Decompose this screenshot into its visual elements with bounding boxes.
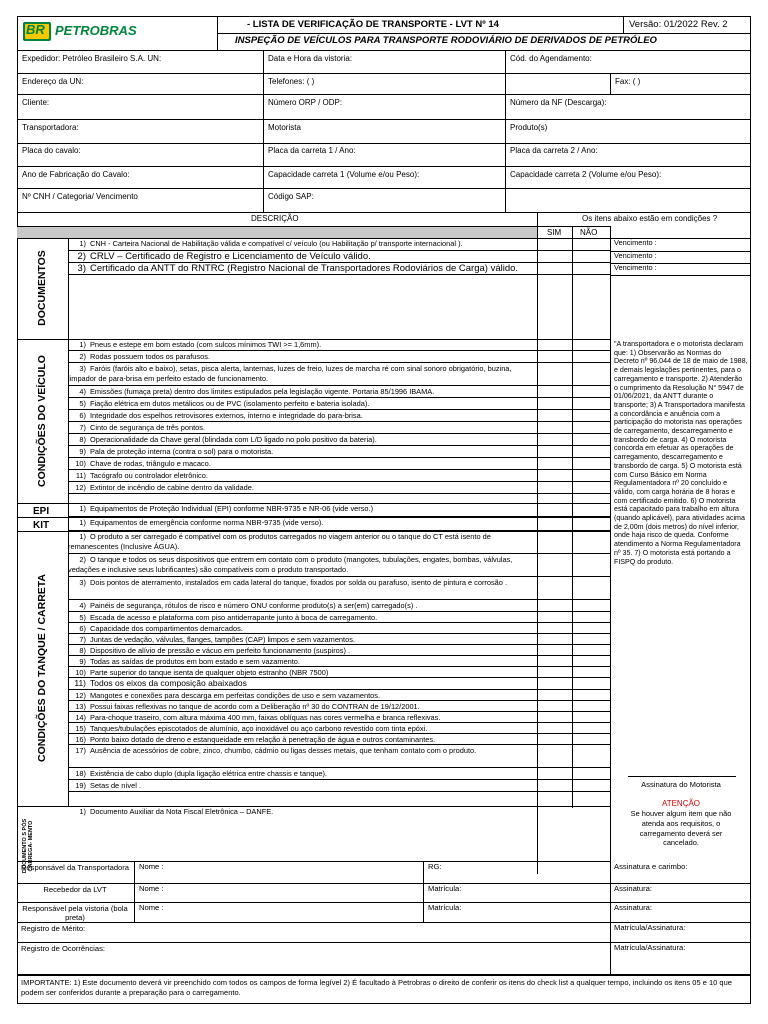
checklist-row bbox=[68, 634, 610, 645]
item-number: 6) bbox=[79, 624, 86, 633]
checkbox-sim[interactable] bbox=[537, 351, 572, 363]
checklist-item-text bbox=[68, 264, 533, 274]
checklist-row bbox=[68, 667, 610, 678]
signature-role: Registro de Ocorrências: bbox=[21, 944, 105, 953]
item-number: 1) bbox=[79, 518, 86, 527]
checklist-row bbox=[68, 238, 610, 251]
item-number: 5) bbox=[79, 613, 86, 622]
field-telefones[interactable]: Telefones: ( ) bbox=[268, 77, 315, 86]
petrobras-logo bbox=[23, 20, 173, 48]
item-number: 2) bbox=[79, 352, 86, 361]
checkbox-sim[interactable] bbox=[537, 363, 572, 386]
checklist-row bbox=[68, 656, 610, 667]
item-description: Setas de nível . bbox=[90, 781, 141, 790]
signature-id-field[interactable]: RG: bbox=[428, 862, 442, 871]
field-endereco[interactable]: Endereço da UN: bbox=[22, 77, 84, 86]
field-data-hora[interactable]: Data e Hora da vistoria: bbox=[268, 54, 353, 63]
item-description: Ausência de acessórios de cobre, zinco, chumbo, cádmio ou ligas desses metais, que tenham contato com o produto. bbox=[90, 746, 477, 755]
checkbox-sim[interactable] bbox=[537, 238, 572, 251]
item-number: 1) bbox=[79, 532, 86, 541]
checklist-row bbox=[68, 386, 610, 398]
checkbox-sim[interactable] bbox=[537, 623, 572, 634]
field-cliente[interactable]: Cliente: bbox=[22, 98, 50, 107]
item-description: Certificado da ANTT do RNTRC (Registro Nacional de Transportadores Rodoviários de Carga) válido. bbox=[90, 263, 519, 274]
checklist-item-text bbox=[68, 657, 533, 667]
signature-id-field[interactable]: Matrícula: bbox=[428, 884, 462, 893]
checklist-item-text bbox=[68, 781, 533, 791]
checkbox-nao[interactable] bbox=[572, 351, 610, 363]
checkbox-sim[interactable] bbox=[537, 667, 572, 678]
checkbox-nao[interactable] bbox=[572, 398, 610, 410]
item-description: Capacidade dos compartimentos demarcados. bbox=[90, 624, 243, 633]
checklist-row bbox=[68, 470, 610, 482]
signature-name-field[interactable]: Nome : bbox=[139, 862, 164, 871]
signature-sign-field[interactable]: Matrícula/Assinatura: bbox=[614, 923, 686, 932]
checkbox-sim[interactable] bbox=[537, 339, 572, 351]
checkbox-nao[interactable] bbox=[572, 690, 610, 701]
checkbox-nao[interactable] bbox=[572, 386, 610, 398]
checkbox-sim[interactable] bbox=[537, 745, 572, 768]
attention-text: Se houver algum item que não atenda aos requisitos, o carregamento deverá ser cancelado. bbox=[630, 809, 732, 848]
item-description: Cinto de segurança de três pontos. bbox=[90, 423, 206, 432]
item-description: O tanque e todos os seus dispositivos que entrem em contato com o produto (mangotes, tubulações, engates, bombas, válvulas, vedações e inclusive seus lubrificantes) são compatíveis com o produto transportado. bbox=[68, 555, 513, 574]
item-number: 1) bbox=[79, 504, 86, 513]
signature-role: Responsável pela vistoria (bola preta) bbox=[22, 904, 128, 922]
section-documentos: DOCUMENTOS bbox=[36, 250, 48, 326]
item-number: 18) bbox=[75, 769, 86, 778]
attention-title: ATENÇÃO bbox=[661, 799, 701, 808]
checkbox-sim[interactable] bbox=[537, 434, 572, 446]
checklist-item-text bbox=[68, 532, 533, 551]
declaration-text: "A transportadora e o motorista declaram que: 1) Observarão as Normas do Decreto nº 96.044 de 18 de maio de 1988, e demais legislações pertinentes, para o carregamento e transporte. 2) Atenderão o cumprimento da Resolução N° 5947 de 01/06/2021, da ANTT durante o transporte; 3) A Transportadora manifesta a concordância e anuência com a participação do motorista nas operações de carregamento, descarregamento e transbordo de carga. 4) O motorista concorda em efetuar as operações de carregamento, descarregamento e transbordo de carga. 5) O motorista está com Curso Básico em Norma Regulamentadora nº 20 concluído e válido, com carga horária de 8 horas e com certificado emitido. 6) O motorista está capacitado para trabalho em altura (quando aplicável), para atividades acima de 2,00m (dois metros) do nível inferior, onde haja risco de queda. Conforme atendimento a Norma Regulamentadora nº 35. 7) O motorista está portando a FISPQ do produto. bbox=[614, 340, 748, 566]
vencimento-column bbox=[610, 238, 751, 298]
signature-block bbox=[17, 861, 751, 976]
checklist-item-text bbox=[68, 635, 533, 645]
item-number: 1) bbox=[79, 807, 86, 816]
field-numero-orp[interactable]: Número ORP / ODP: bbox=[268, 98, 343, 107]
checkbox-sim[interactable] bbox=[537, 410, 572, 422]
item-description: Rodas possuem todos os parafusos. bbox=[90, 352, 210, 361]
checkbox-sim[interactable] bbox=[537, 600, 572, 612]
item-number: 2) bbox=[77, 251, 86, 262]
checkbox-sim[interactable] bbox=[537, 470, 572, 482]
signature-sign-field[interactable]: Assinatura e carimbo: bbox=[614, 862, 688, 871]
item-description: Integridade dos espelhos retrovisores externos, interno e integridade do para-brisa. bbox=[90, 411, 363, 420]
checkbox-nao[interactable] bbox=[572, 410, 610, 422]
checkbox-nao[interactable] bbox=[572, 712, 610, 723]
checklist-row bbox=[68, 517, 610, 531]
checklist-item-text bbox=[68, 364, 533, 383]
checklist-item-text bbox=[68, 746, 533, 756]
signature-sign-field[interactable]: Assinatura: bbox=[614, 903, 652, 912]
item-description: Fiação elétrica em dutos metálicos ou de PVC (isolamento perfeito e bateria isolada). bbox=[90, 399, 370, 408]
driver-signature-label: Assinatura do Motorista bbox=[641, 780, 721, 789]
checkbox-sim[interactable] bbox=[537, 446, 572, 458]
vencimento-field[interactable]: Vencimento : bbox=[614, 238, 657, 247]
checklist-row bbox=[68, 458, 610, 470]
checkbox-sim[interactable] bbox=[537, 723, 572, 734]
checklist-row bbox=[68, 612, 610, 623]
checkbox-nao[interactable] bbox=[572, 470, 610, 482]
checkbox-nao[interactable] bbox=[572, 251, 610, 263]
checklist-item-text bbox=[68, 613, 533, 623]
item-number: 10) bbox=[75, 668, 86, 677]
vencimento-field[interactable]: Vencimento : bbox=[614, 251, 657, 260]
checklist-item-text bbox=[68, 624, 533, 634]
signature-role: Responsável da Transportadora bbox=[20, 863, 130, 872]
signature-sign-field[interactable]: Assinatura: bbox=[614, 884, 652, 893]
checkbox-nao[interactable] bbox=[572, 503, 610, 517]
checklist-row bbox=[68, 531, 610, 554]
checkbox-sim[interactable] bbox=[537, 634, 572, 645]
checklist-item-text bbox=[68, 423, 533, 433]
checklist-item-text bbox=[68, 601, 533, 611]
signature-role: Recebedor da LVT bbox=[43, 885, 107, 894]
item-description: Faróis (faróis alto e baixo), setas, pisca alerta, lanternas, luzes de freio, luzes de marcha ré com sinal sonoro obrigatório, buzina, limpador de para-brisa em perfeito estado de funcionamento. bbox=[68, 364, 512, 383]
checkbox-nao[interactable] bbox=[572, 517, 610, 531]
item-number: 1) bbox=[79, 239, 86, 248]
field-expedidor[interactable]: Expedidor: Petróleo Brasileiro S.A. UN: bbox=[22, 54, 162, 63]
checkbox-nao[interactable] bbox=[572, 623, 610, 634]
checkbox-nao[interactable] bbox=[572, 806, 610, 862]
item-number: 2) bbox=[79, 555, 86, 564]
checklist-item-text bbox=[68, 447, 533, 457]
item-description: Parte superior do tanque isenta de qualquer objeto estranho (NBR 7500) bbox=[90, 668, 329, 677]
checkbox-sim[interactable] bbox=[537, 645, 572, 656]
checklist-row bbox=[68, 780, 610, 792]
checkbox-nao[interactable] bbox=[572, 422, 610, 434]
field-produtos[interactable]: Produto(s) bbox=[510, 123, 548, 132]
checkbox-sim[interactable] bbox=[537, 517, 572, 531]
field-cod-agendamento[interactable]: Cód. do Agendamento: bbox=[510, 54, 592, 63]
item-number: 7) bbox=[79, 635, 86, 644]
field-placa-cavalo[interactable]: Placa do cavalo: bbox=[22, 146, 81, 155]
item-number: 10) bbox=[75, 459, 86, 468]
checklist-row bbox=[68, 410, 610, 422]
item-description: Escada de acesso e plataforma com piso antiderrapante junto à boca de carregamento. bbox=[90, 613, 378, 622]
item-description: Painéis de segurança, rótulos de risco e número ONU conforme produto(s) a ser(em) carregado(s) . bbox=[90, 601, 418, 610]
field-numero-nf[interactable]: Número da NF (Descarga): bbox=[510, 98, 607, 107]
checklist-row bbox=[68, 701, 610, 712]
checklist-row bbox=[68, 482, 610, 494]
checkbox-sim[interactable] bbox=[537, 690, 572, 701]
checklist-row bbox=[68, 422, 610, 434]
checklist-item-text bbox=[68, 239, 533, 249]
checkbox-nao[interactable] bbox=[572, 446, 610, 458]
item-number: 1) bbox=[79, 340, 86, 349]
checklist-row bbox=[68, 263, 610, 275]
item-number: 4) bbox=[79, 601, 86, 610]
checklist-row bbox=[68, 712, 610, 723]
item-description: Operacionalidade da Chave geral (blindada com L/D ligado no polo positivo da bateria). bbox=[90, 435, 377, 444]
checklist-rows bbox=[68, 238, 610, 862]
item-description: Emissões (fumaça preta) dentro dos limites estipulados pela legislação vigente. Portaria 85/1996 IBAMA. bbox=[90, 387, 435, 396]
checkbox-nao[interactable] bbox=[572, 723, 610, 734]
checklist-item-text bbox=[68, 724, 533, 734]
checkbox-sim[interactable] bbox=[537, 768, 572, 780]
checkbox-nao[interactable] bbox=[572, 780, 610, 792]
checkbox-nao[interactable] bbox=[572, 531, 610, 554]
item-description: Existência de cabo duplo (dupla ligação elétrica entre chassis e tanque). bbox=[90, 769, 328, 778]
checklist-row bbox=[68, 734, 610, 745]
checklist-item-text bbox=[68, 483, 533, 493]
checkbox-nao[interactable] bbox=[572, 263, 610, 275]
checkbox-sim[interactable] bbox=[537, 780, 572, 792]
checklist-item-text bbox=[68, 578, 533, 588]
form-subtitle: INSPEÇÃO DE VEÍCULOS PARA TRANSPORTE RODOVIÁRIO DE DERIVADOS DE PETRÓLEO bbox=[235, 35, 657, 46]
checkbox-nao[interactable] bbox=[572, 656, 610, 667]
checkbox-nao[interactable] bbox=[572, 238, 610, 251]
field-cnh[interactable]: Nº CNH / Categoria/ Vencimento bbox=[22, 192, 138, 201]
item-description: Todas as saídas de produtos em bom estado e sem vazamento. bbox=[90, 657, 300, 666]
checklist-row bbox=[68, 577, 610, 600]
checkbox-sim[interactable] bbox=[537, 482, 572, 494]
item-number: 11) bbox=[74, 678, 86, 688]
checkbox-sim[interactable] bbox=[537, 503, 572, 517]
checkbox-nao[interactable] bbox=[572, 577, 610, 600]
checkbox-sim[interactable] bbox=[537, 656, 572, 667]
checkbox-sim[interactable] bbox=[537, 712, 572, 723]
checklist-row bbox=[68, 398, 610, 410]
checkbox-sim[interactable] bbox=[537, 458, 572, 470]
br-logo-icon bbox=[23, 22, 51, 41]
section-kit: KIT bbox=[33, 520, 50, 531]
field-capacidade1[interactable]: Capacidade carreta 1 (Volume e/ou Peso): bbox=[268, 170, 420, 179]
checkbox-sim[interactable] bbox=[537, 531, 572, 554]
checklist-row bbox=[68, 251, 610, 263]
condicoes-header: Os itens abaixo estão em condições ? bbox=[582, 214, 718, 223]
item-description: Mangotes e conexões para descarga em perfeitas condições de uso e sem vazamentos. bbox=[90, 691, 381, 700]
item-description: Chave de rodas, triângulo e macaco. bbox=[90, 459, 211, 468]
item-description: Documento Auxiliar da Nota Fiscal Eletrônica – DANFE. bbox=[90, 807, 274, 816]
item-description: Equipamentos de Proteção Individual (EPI) conforme NBR-9735 e NR-06 (vide verso.) bbox=[90, 504, 374, 513]
item-number: 17) bbox=[75, 746, 86, 755]
checklist-item-text bbox=[68, 471, 533, 481]
checklist-row bbox=[68, 434, 610, 446]
checklist-item-text bbox=[68, 769, 533, 779]
item-number: 9) bbox=[79, 657, 86, 666]
item-description: Tacógrafo ou controlador eletrônico. bbox=[90, 471, 208, 480]
checklist-item-text bbox=[68, 679, 533, 689]
checkbox-sim[interactable] bbox=[537, 554, 572, 577]
item-description: CNH - Carteira Nacional de Habilitação válida e compatível c/ veículo (ou Habilitação p/ transporte internacional ). bbox=[90, 239, 463, 248]
checklist-item-text bbox=[68, 352, 533, 362]
checkbox-sim[interactable] bbox=[537, 577, 572, 600]
checklist-row bbox=[68, 600, 610, 612]
field-placa-carreta1[interactable]: Placa da carreta 1 / Ano: bbox=[268, 146, 356, 155]
checkbox-sim[interactable] bbox=[537, 263, 572, 275]
checkbox-nao[interactable] bbox=[572, 482, 610, 494]
item-number: 19) bbox=[75, 781, 86, 790]
item-number: 3) bbox=[79, 578, 86, 587]
checkbox-nao[interactable] bbox=[572, 745, 610, 768]
checkbox-sim[interactable] bbox=[537, 422, 572, 434]
descricao-header: DESCRIÇÃO bbox=[251, 214, 299, 223]
checklist-row bbox=[68, 745, 610, 768]
logo-text: PETROBRAS bbox=[55, 23, 137, 38]
item-description: CRLV – Certificado de Registro e Licenciamento de Veículo válido. bbox=[90, 251, 371, 262]
checklist-row bbox=[68, 645, 610, 656]
signature-id-field[interactable]: Matrícula: bbox=[428, 903, 462, 912]
field-transportadora[interactable]: Transportadora: bbox=[22, 123, 79, 132]
nao-header: NÃO bbox=[580, 228, 598, 237]
checklist-item-text bbox=[68, 252, 533, 262]
section-epi: EPI bbox=[33, 506, 50, 517]
item-description: Tanques/tubulações episcotados de alumínio, aço inoxidável ou aço carbono revestido com tinta epóxi. bbox=[90, 724, 428, 733]
item-description: O produto a ser carregado é compatível com os produtos carregados no viagem anterior ou o tanque do CT está isento de remanescentes (Inclusive ÁGUA). bbox=[68, 532, 491, 551]
checklist-row bbox=[68, 503, 610, 517]
checkbox-nao[interactable] bbox=[572, 458, 610, 470]
checklist-row bbox=[68, 678, 610, 690]
checkbox-sim[interactable] bbox=[537, 806, 572, 862]
checklist-row bbox=[68, 623, 610, 634]
checklist-item-text bbox=[68, 518, 533, 528]
field-placa-carreta2[interactable]: Placa da carreta 2 / Ano: bbox=[510, 146, 598, 155]
checklist-item-text bbox=[68, 435, 533, 445]
vencimento-field[interactable]: Vencimento : bbox=[614, 263, 657, 272]
item-number: 14) bbox=[75, 713, 86, 722]
checklist-item-text bbox=[68, 555, 533, 574]
checklist-item-text bbox=[68, 340, 533, 350]
declaration-box bbox=[614, 340, 748, 860]
item-description: Ponto baixo dotado de dreno e estanqueidade em relação à penetração de água e outros contaminantes. bbox=[90, 735, 436, 744]
checklist-item-text bbox=[68, 668, 533, 678]
footer-note: IMPORTANTE: 1) Este documento deverá vir preenchido com todos os campos de forma legível 2) É facultado à Petrobras o direito de conferir os itens do check list a qualquer tempo, incluindo os itens 05 e 10 que podem ser conferidos durante a preparação para o carregamento. bbox=[21, 978, 732, 997]
item-description: Dispositivo de alívio de pressão e vácuo em perfeito funcionamento (suspiros) . bbox=[90, 646, 351, 655]
checkbox-nao[interactable] bbox=[572, 645, 610, 656]
item-number: 5) bbox=[79, 399, 86, 408]
item-description: Pneus e estepe em bom estado (com sulcos mínimos TWI >= 1,6mm). bbox=[90, 340, 322, 349]
checkbox-nao[interactable] bbox=[572, 667, 610, 678]
field-fax[interactable]: Fax: ( ) bbox=[615, 77, 641, 86]
checklist-item-text bbox=[68, 387, 533, 397]
form-title: - LISTA DE VERIFICAÇÃO DE TRANSPORTE - LVT Nº 14 bbox=[247, 19, 499, 30]
version-label: Versão: 01/2022 Rev. 2 bbox=[629, 19, 728, 30]
item-number: 4) bbox=[79, 387, 86, 396]
checklist-row bbox=[68, 339, 610, 351]
checkbox-nao[interactable] bbox=[572, 734, 610, 745]
checklist-row bbox=[68, 554, 610, 577]
item-description: Para-choque traseiro, com altura máxima 400 mm, faixas oblíquas nas cores vermelha e branca reflexivas. bbox=[90, 713, 441, 722]
checkbox-nao[interactable] bbox=[572, 678, 610, 690]
item-number: 6) bbox=[79, 411, 86, 420]
checklist-item-text bbox=[68, 399, 533, 409]
item-number: 15) bbox=[75, 724, 86, 733]
section-docs-pos: DOCUMENTO S PÓS CARREGA- MENTO bbox=[22, 818, 34, 874]
checklist-row bbox=[68, 723, 610, 734]
checklist-row bbox=[68, 768, 610, 780]
checkbox-nao[interactable] bbox=[572, 612, 610, 623]
checkbox-sim[interactable] bbox=[537, 612, 572, 623]
checkbox-nao[interactable] bbox=[572, 434, 610, 446]
logo-mark: BR bbox=[26, 22, 45, 37]
checkbox-sim[interactable] bbox=[537, 251, 572, 263]
checklist-item-text bbox=[68, 735, 533, 745]
section-tanque: CONDIÇÕES DO TANQUE / CARRETA bbox=[36, 573, 48, 763]
checkbox-sim[interactable] bbox=[537, 386, 572, 398]
item-description: Extintor de incêndio de cabine dentro da validade. bbox=[90, 483, 254, 492]
checklist-row bbox=[68, 690, 610, 701]
checklist-item-text bbox=[68, 504, 533, 514]
signature-role: Registro de Mérito: bbox=[21, 924, 86, 933]
item-description: Equipamentos de emergência conforme norma NBR-9735 (vide verso). bbox=[90, 518, 324, 527]
checklist-item-text bbox=[68, 702, 533, 712]
sim-header: SIM bbox=[547, 228, 562, 237]
checkbox-nao[interactable] bbox=[572, 634, 610, 645]
checklist-row bbox=[68, 806, 610, 862]
field-capacidade2[interactable]: Capacidade carreta 2 (Volume e/ou Peso): bbox=[510, 170, 662, 179]
item-number: 7) bbox=[79, 423, 86, 432]
item-number: 12) bbox=[75, 691, 86, 700]
signature-name-field[interactable]: Nome : bbox=[139, 903, 164, 912]
item-description: Juntas de vedação, válvulas, flanges, tampões (CAP) limpos e sem vazamentos. bbox=[90, 635, 355, 644]
checkbox-sim[interactable] bbox=[537, 734, 572, 745]
checklist-item-text bbox=[68, 691, 533, 701]
checklist-row bbox=[68, 363, 610, 386]
checkbox-nao[interactable] bbox=[572, 701, 610, 712]
item-number: 9) bbox=[79, 447, 86, 456]
checkbox-sim[interactable] bbox=[537, 678, 572, 690]
item-number: 11) bbox=[75, 471, 86, 480]
signature-name-field[interactable]: Nome : bbox=[139, 884, 164, 893]
section-condicoes-veiculo: CONDIÇÕES DO VEÍCULO bbox=[36, 355, 48, 487]
item-number: 8) bbox=[79, 646, 86, 655]
checkbox-nao[interactable] bbox=[572, 339, 610, 351]
checklist-item-text bbox=[68, 646, 533, 656]
checklist-item-text bbox=[68, 807, 533, 817]
checkbox-sim[interactable] bbox=[537, 701, 572, 712]
checkbox-nao[interactable] bbox=[572, 363, 610, 386]
field-motorista[interactable]: Motorista bbox=[268, 123, 301, 132]
checklist-item-text bbox=[68, 713, 533, 723]
item-number: 3) bbox=[77, 263, 86, 274]
lvt-form bbox=[17, 16, 751, 1004]
checklist-item-text bbox=[68, 459, 533, 469]
checkbox-sim[interactable] bbox=[537, 398, 572, 410]
item-number: 3) bbox=[79, 364, 86, 373]
signature-sign-field[interactable]: Matrícula/Assinatura: bbox=[614, 943, 686, 952]
field-ano-fabricacao[interactable]: Ano de Fabricação do Cavalo: bbox=[22, 170, 130, 179]
item-description: Todos os eixos da composição abaixados bbox=[90, 678, 247, 688]
item-number: 12) bbox=[75, 483, 86, 492]
item-number: 16) bbox=[75, 735, 86, 744]
item-description: Pala de proteção interna (contra o sol) para o motorista. bbox=[90, 447, 274, 456]
item-description: Possui faixas reflexivas no tanque de acordo com a Deliberação nº 30 do CONTRAN de 19/12/2001. bbox=[90, 702, 420, 711]
field-codigo-sap[interactable]: Código SAP: bbox=[268, 192, 314, 201]
checkbox-nao[interactable] bbox=[572, 600, 610, 612]
checklist-row bbox=[68, 351, 610, 363]
checkbox-nao[interactable] bbox=[572, 768, 610, 780]
item-number: 13) bbox=[75, 702, 86, 711]
checklist-row bbox=[68, 446, 610, 458]
checklist-item-text bbox=[68, 411, 533, 421]
item-number: 8) bbox=[79, 435, 86, 444]
checkbox-nao[interactable] bbox=[572, 554, 610, 577]
item-description: Dois pontos de aterramento, instalados em cada lateral do tanque, fixados por solda ou parafuso, isento de pintura e corrosão . bbox=[90, 578, 508, 587]
